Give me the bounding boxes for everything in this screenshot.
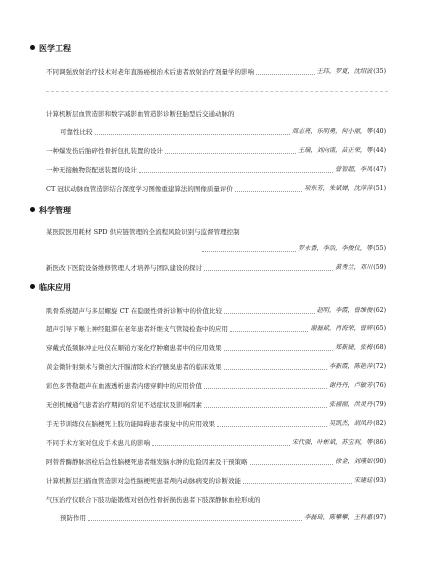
entry-title-continued: 预防作用 [60, 514, 86, 522]
section-heading-science-management [30, 205, 71, 217]
entry-title: 某医院医用耗材 SPD 供应链管理的全流程风险识别与监督管理控制 [46, 228, 240, 236]
entry-title: 计算机断层血管造影和数字减影血管造影诊断狂胎型后交通动脉的 [46, 110, 235, 118]
entry-authors: 张福丽，洪灵丹 [328, 401, 373, 408]
entry-authors: 罗永香，李浩，李俊仪，等 [298, 245, 373, 252]
toc-entry[interactable] [46, 418, 386, 430]
toc-entry[interactable] [46, 342, 386, 354]
entry-page: (44) [373, 147, 386, 154]
toc-entry[interactable] [46, 456, 386, 468]
entry-authors: 谢丹丹，卢敏芳 [328, 382, 373, 389]
entry-authors: 赵明，李霞，曾维俊 [316, 307, 373, 314]
entry-page: (40) [373, 128, 386, 135]
toc-entry[interactable] [46, 380, 386, 392]
entry-page: (93) [373, 477, 386, 484]
toc-entry[interactable] [46, 262, 386, 274]
entry-title: 手无节训练仪在脑梗死上肢功能障碍患者康复中的应用效果 [46, 420, 215, 428]
entry-authors: 宋建廷 [353, 477, 373, 484]
leader-dots [95, 134, 290, 135]
entry-title: 黄金微针射频术与微创大汗腺清除术治疗腋臭患者的临床效果 [46, 363, 222, 371]
entry-title: 穿戴式低频脉冲止吐仪在顺铂方案化疗肿瘤患者中的应用效果 [46, 344, 222, 352]
leader-dots [230, 331, 308, 332]
toc-entry-title-line[interactable] [46, 108, 386, 120]
entry-page: (51) [373, 185, 386, 192]
leader-dots [88, 520, 302, 521]
leader-dots [250, 464, 334, 465]
entry-authors: 黄秀兰，邓川 [335, 264, 373, 271]
entry-divider [46, 91, 388, 92]
section-heading-clinical-application [30, 282, 71, 294]
entry-page: (55) [373, 245, 386, 252]
leader-dots [152, 445, 290, 446]
entry-title: CT 冠状动脉血管造影结合深度学习图像重建算法的图像质量评价 [46, 185, 233, 193]
leader-dots [235, 191, 302, 192]
entry-page: (79) [373, 401, 386, 408]
entry-title: 超声引导下喉上神经阻滞在老年患者纤维支气管镜检查中的应用 [46, 325, 228, 333]
entry-title: 不同调强放射治疗技术对老年直肠癌根治术后患者放射治疗剂量学的影响 [46, 68, 254, 76]
toc-entry[interactable] [46, 437, 386, 449]
entry-authors: 王瑞，刘向南，苗正荣，等 [298, 147, 373, 154]
entry-page: (47) [373, 166, 386, 173]
entry-page: (68) [373, 344, 386, 351]
toc-entry[interactable] [46, 145, 386, 157]
toc-entry[interactable] [60, 126, 386, 138]
leader-dots [224, 313, 315, 314]
entry-authors: 徐金，刘瑾如 [335, 458, 373, 465]
leader-dots [256, 74, 315, 75]
entry-page: (76) [373, 382, 386, 389]
toc-entry-title-line[interactable] [46, 494, 386, 506]
section-heading-label: 临床应用 [39, 283, 71, 292]
entry-title: 无创机械通气患者治疗期间的常见不适症状及影响因素 [46, 401, 202, 409]
entry-title: 一种爆发伤后胎碎性骨折包扎装置的设计 [46, 147, 163, 155]
toc-entry[interactable] [46, 323, 386, 335]
entry-page: (65) [373, 325, 386, 332]
entry-title: 不同手术方案对包皮手术患儿的影响 [46, 439, 150, 447]
toc-entry[interactable] [46, 66, 386, 78]
entry-title: 气压治疗仪联合下肢功能锻炼对创伤性骨折损伤患者下肢深静脉血栓形成的 [46, 496, 261, 504]
toc-entry[interactable] [60, 512, 386, 524]
entry-title: 新医改下医院设备维修管理人才培养与团队建设的探讨 [46, 264, 202, 272]
entry-title: 一种无接触物资配送装置的设计 [46, 166, 137, 174]
leader-dots [202, 251, 296, 252]
leader-dots [224, 369, 327, 370]
entry-page: (86) [373, 439, 386, 446]
entry-title: 肌骨系统超声与多层螺旋 CT 在隐匿性骨折诊断中的价值比较 [46, 307, 222, 315]
entry-page: (62) [373, 307, 386, 314]
toc-entry[interactable] [46, 475, 386, 487]
entry-authors: 王玮，罗夏，沈绍波 [316, 68, 373, 75]
entry-title: 彩色多普勒超声在血液透析患者内瘘穿刺中的应用价值 [46, 382, 202, 390]
toc-entry-title-line[interactable] [46, 226, 386, 238]
entry-page: (35) [373, 68, 386, 75]
entry-title-continued: 可靠性比较 [60, 128, 93, 136]
entry-authors: 谢磊斌，肖海荣，曾辉 [310, 325, 373, 332]
entry-title: 阿替普酶静脉溶栓后急性脑梗死患者继发脑水肿的危险因素及干预策略 [46, 458, 248, 466]
leader-dots [139, 172, 333, 173]
entry-page: (59) [373, 264, 386, 271]
entry-title: 计算机断层扫描血管造影对急性脑梗死患者颅内动脉病变的诊断效能 [46, 477, 241, 485]
leader-dots [204, 388, 327, 389]
section-heading-label: 科学管理 [39, 206, 71, 215]
entry-authors: 宋代强，叶彬斌，苏宝利，等 [291, 439, 373, 446]
entry-authors: 吴凯杰，胡凤玲 [328, 420, 373, 427]
toc-entry[interactable] [200, 243, 386, 255]
entry-authors: 曾智超，李凤 [335, 166, 373, 173]
entry-authors: 李磊琦，陈攀攀，王科惠 [304, 514, 373, 521]
entry-page: (72) [373, 363, 386, 370]
leader-dots [224, 350, 334, 351]
bullet-icon [30, 284, 35, 289]
entry-authors: 项东芳，朱斌婵，沈萍萍 [304, 185, 373, 192]
leader-dots [204, 270, 333, 271]
toc-entry[interactable] [46, 164, 386, 176]
toc-entry[interactable] [46, 399, 386, 411]
section-heading-medical-engineering [30, 43, 71, 55]
leader-dots [165, 153, 296, 154]
entry-page: (82) [373, 420, 386, 427]
bullet-icon [30, 207, 35, 212]
bullet-icon [30, 45, 35, 50]
entry-page: (90) [373, 458, 386, 465]
toc-entry[interactable] [46, 183, 386, 195]
toc-entry[interactable] [46, 305, 386, 317]
leader-dots [204, 407, 327, 408]
section-heading-label: 医学工程 [39, 44, 71, 53]
entry-authors: 周志亮，乐明勇，何小丽，等 [291, 128, 373, 135]
entry-page: (97) [373, 514, 386, 521]
entry-authors: 李新霞，陈艳萍 [328, 363, 373, 370]
leader-dots [217, 426, 327, 427]
toc-entry[interactable] [46, 361, 386, 373]
leader-dots [243, 483, 352, 484]
entry-authors: 郑新捷，张梅 [335, 344, 373, 351]
